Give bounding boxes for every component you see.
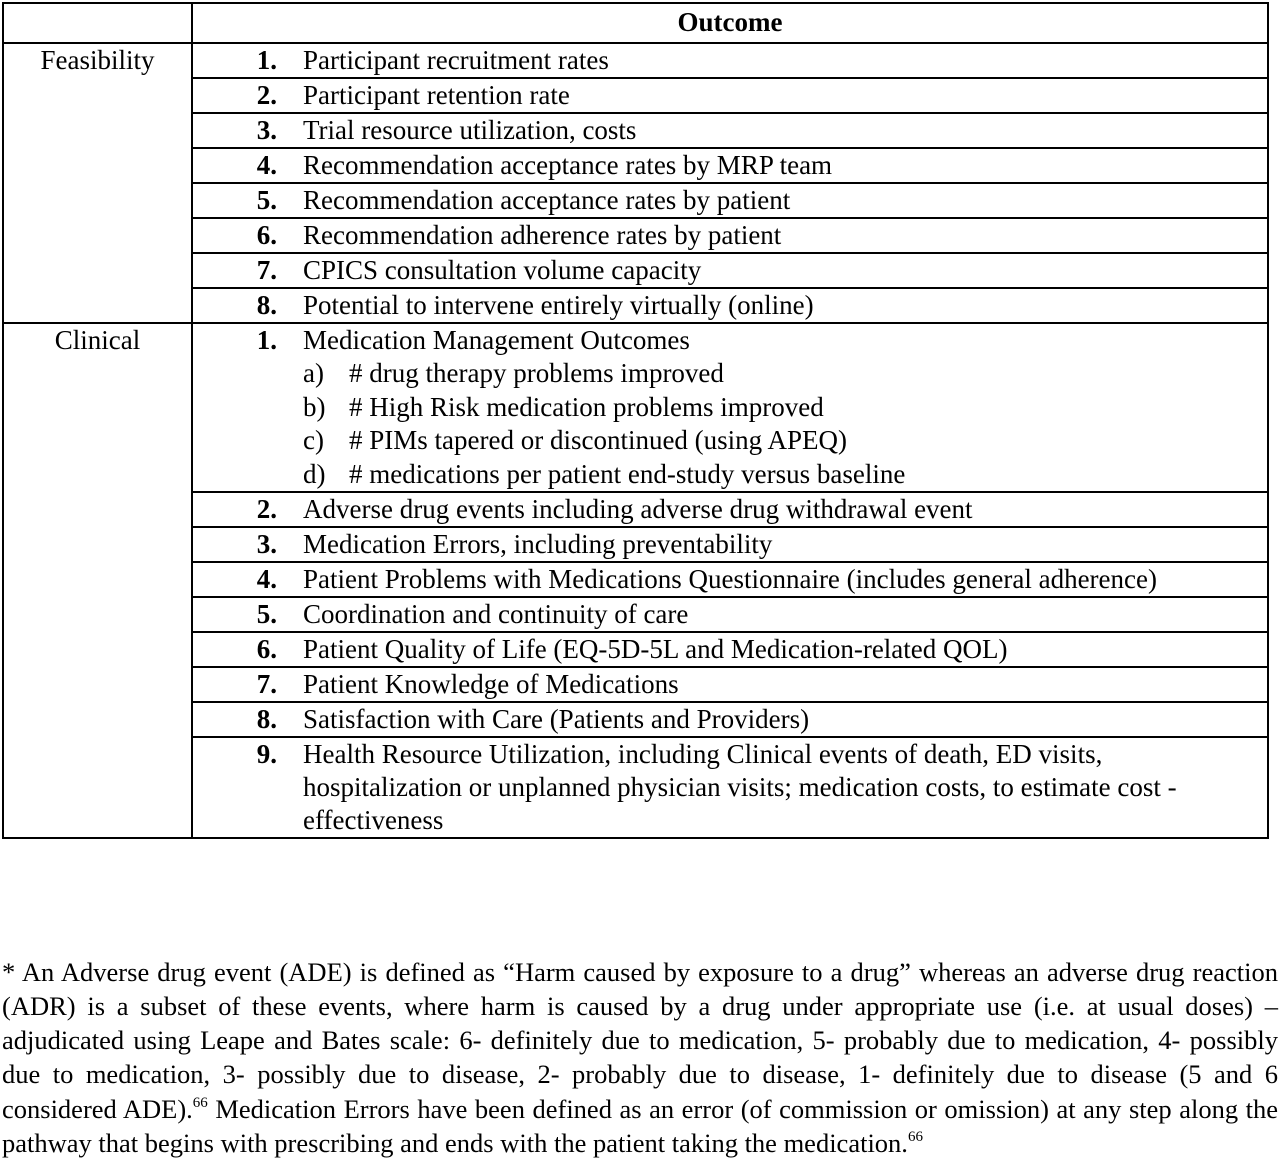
item-text: Medication Management Outcomes — [303, 324, 1267, 357]
item-text: Participant recruitment rates — [303, 44, 1267, 77]
outcome-item — [192, 323, 1268, 492]
footnote-text-part1: * An Adverse drug event (ADE) is defined as “Harm caused by exposure to a drug” whereas an adverse drug reaction (ADR) is a subset of these events, where harm is caused by a drug under appropriate use (i.e. at usual doses) – adjudicated using Leape and Bates scale: 6- definitely due to medication, 5- probably due to medication, 4- possibly due to medication, 3- possibly due to disease, 2- probably due to disease, 1- definitely due to disease (5 and 6 considered ADE). — [2, 957, 1278, 1124]
subitem-label: d) — [303, 458, 349, 492]
outcome-item — [192, 527, 1268, 562]
outcome-item — [192, 113, 1268, 148]
outcome-item — [192, 253, 1268, 288]
subitem — [303, 424, 1263, 458]
outcome-item — [192, 632, 1268, 667]
item-text: Health Resource Utilization, including Clinical events of death, ED visits, hospitalization or unplanned physician visits; medication costs, to estimate cost -effectiveness — [303, 738, 1267, 837]
table-row — [3, 43, 1268, 78]
table-row — [3, 527, 1268, 562]
outcome-item — [192, 78, 1268, 113]
subitem-text: # PIMs tapered or discontinued (using APEQ) — [349, 424, 847, 458]
item-text: Patient Problems with Medications Questionnaire (includes general adherence) — [303, 563, 1267, 596]
item-number: 3. — [193, 114, 303, 147]
outcome-item — [192, 43, 1268, 78]
table-row — [3, 288, 1268, 323]
item-text: Participant retention rate — [303, 79, 1267, 112]
item-text: CPICS consultation volume capacity — [303, 254, 1267, 287]
header-empty-cell — [3, 3, 192, 43]
table-row — [3, 148, 1268, 183]
category-clinical: Clinical — [3, 323, 192, 838]
outcome-item — [192, 183, 1268, 218]
outcome-item — [192, 288, 1268, 323]
subitem-text: # High Risk medication problems improved — [349, 391, 824, 425]
table-row — [3, 323, 1268, 492]
item-text: Patient Knowledge of Medications — [303, 668, 1267, 701]
item-text: Coordination and continuity of care — [303, 598, 1267, 631]
item-text: Medication Errors, including preventability — [303, 528, 1267, 561]
item-text: Satisfaction with Care (Patients and Providers) — [303, 703, 1267, 736]
table-row — [3, 492, 1268, 527]
subitem-label: a) — [303, 357, 349, 391]
table-row — [3, 632, 1268, 667]
item-text: Patient Quality of Life (EQ-5D-5L and Medication-related QOL) — [303, 633, 1267, 666]
item-number: 3. — [193, 528, 303, 561]
table-row — [3, 597, 1268, 632]
table-row — [3, 562, 1268, 597]
table-row — [3, 78, 1268, 113]
item-number: 7. — [193, 668, 303, 701]
table-row — [3, 737, 1268, 838]
table-header-row — [3, 3, 1268, 43]
item-text: Trial resource utilization, costs — [303, 114, 1267, 147]
item-number: 6. — [193, 633, 303, 666]
subitem — [303, 357, 1263, 391]
outcome-item — [192, 562, 1268, 597]
item-number: 4. — [193, 563, 303, 596]
item-number: 8. — [193, 289, 303, 322]
item-text: Recommendation acceptance rates by patient — [303, 184, 1267, 217]
item-text: Recommendation adherence rates by patient — [303, 219, 1267, 252]
item-number: 4. — [193, 149, 303, 182]
table-row — [3, 183, 1268, 218]
subitem — [303, 391, 1263, 425]
table-row — [3, 702, 1268, 737]
footnote-reference: 66 — [193, 1095, 208, 1111]
outcome-item — [192, 218, 1268, 253]
item-text: Recommendation acceptance rates by MRP team — [303, 149, 1267, 182]
subitem-label: c) — [303, 424, 349, 458]
item-number: 9. — [193, 738, 303, 837]
table-row — [3, 218, 1268, 253]
subitem-list — [193, 357, 1267, 491]
subitem — [303, 458, 1263, 492]
outcome-item — [192, 597, 1268, 632]
item-number: 8. — [193, 703, 303, 736]
subitem-text: # medications per patient end-study versus baseline — [349, 458, 905, 492]
item-number: 5. — [193, 598, 303, 631]
item-number: 2. — [193, 493, 303, 526]
footnote-text-part2: Medication Errors have been defined as an error (of commission or omission) at any step along the pathway that begins with prescribing and ends with the patient taking the medication. — [2, 1094, 1278, 1158]
table-row — [3, 113, 1268, 148]
outcome-item — [192, 667, 1268, 702]
footnote-reference: 66 — [908, 1129, 923, 1145]
item-number: 6. — [193, 219, 303, 252]
outcome-item — [192, 737, 1268, 838]
item-number: 5. — [193, 184, 303, 217]
table-row — [3, 253, 1268, 288]
outcome-item — [192, 148, 1268, 183]
table-footnote — [2, 955, 1278, 1160]
item-number: 1. — [193, 44, 303, 77]
table-row — [3, 667, 1268, 702]
outcome-item — [192, 702, 1268, 737]
category-feasibility: Feasibility — [3, 43, 192, 323]
item-number: 1. — [193, 324, 303, 357]
item-number: 7. — [193, 254, 303, 287]
subitem-label: b) — [303, 391, 349, 425]
item-text: Potential to intervene entirely virtually (online) — [303, 289, 1267, 322]
item-number: 2. — [193, 79, 303, 112]
outcome-header: Outcome — [192, 3, 1268, 43]
item-text: Adverse drug events including adverse drug withdrawal event — [303, 493, 1267, 526]
outcomes-table — [2, 2, 1269, 839]
subitem-text: # drug therapy problems improved — [349, 357, 724, 391]
outcome-item — [192, 492, 1268, 527]
